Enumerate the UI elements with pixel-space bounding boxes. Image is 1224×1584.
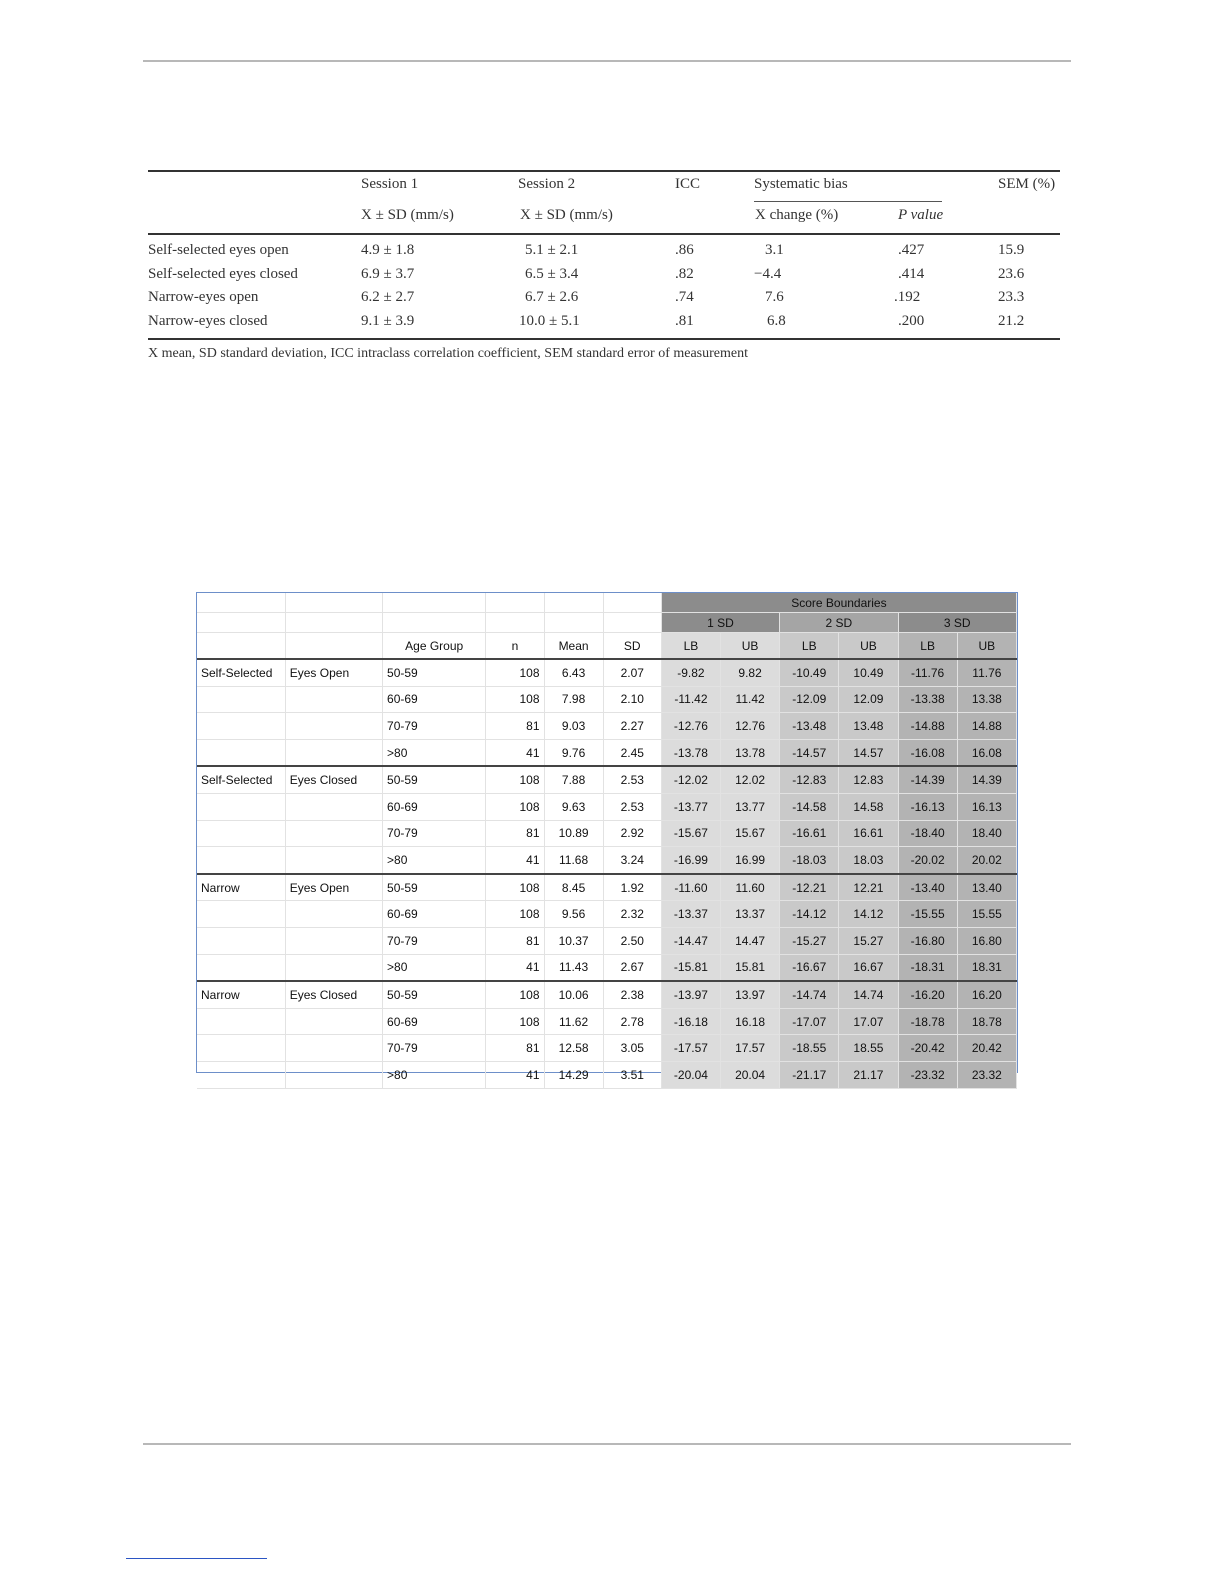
stance-cell — [197, 927, 285, 954]
score-boundaries-header: Score Boundaries — [661, 593, 1016, 613]
table-row — [197, 766, 1017, 793]
sd-cell: 2.27 — [603, 713, 661, 740]
vision-cell — [285, 820, 382, 847]
stance-cell — [197, 739, 285, 766]
ub1-cell: 9.82 — [721, 659, 780, 686]
table-row — [197, 901, 1017, 928]
ub3-cell: 15.55 — [957, 901, 1016, 928]
age-group-cell: 70-79 — [383, 713, 486, 740]
ub3-cell: 16.20 — [957, 981, 1016, 1008]
vision-cell: Eyes Open — [285, 874, 382, 901]
n-cell: 108 — [486, 659, 544, 686]
stance-cell: Self-Selected — [197, 659, 285, 686]
ub1-cell: 16.99 — [721, 847, 780, 874]
lb3-cell: -14.39 — [898, 766, 957, 793]
row-label: Self-selected eyes closed — [148, 266, 298, 282]
sd-cell: 2.38 — [603, 981, 661, 1008]
row-change: 7.6 — [765, 289, 784, 305]
row-icc: .86 — [675, 242, 694, 258]
age-group-cell: 60-69 — [383, 1008, 486, 1035]
bottom-rule — [143, 1443, 1071, 1445]
vision-cell — [285, 713, 382, 740]
mean-cell: 9.76 — [544, 739, 603, 766]
table-row — [197, 954, 1017, 981]
header-icc: ICC — [675, 176, 701, 192]
n-cell: 41 — [486, 739, 544, 766]
col-header: n — [486, 633, 544, 660]
row-s2: 6.5 ± 3.4 — [525, 266, 579, 282]
age-group-cell: >80 — [383, 1061, 486, 1088]
lb3-cell: -14.88 — [898, 713, 957, 740]
ub2-cell: 12.83 — [839, 766, 898, 793]
lb3-cell: -11.76 — [898, 659, 957, 686]
table-top-rule — [148, 170, 1060, 172]
n-cell: 108 — [486, 686, 544, 713]
vision-cell — [285, 686, 382, 713]
table-row — [197, 1008, 1017, 1035]
col-header — [285, 633, 382, 660]
sd-cell: 1.92 — [603, 874, 661, 901]
col-header: Mean — [544, 633, 603, 660]
sd-cell: 2.67 — [603, 954, 661, 981]
mean-cell: 7.88 — [544, 766, 603, 793]
row-icc: .74 — [675, 289, 694, 305]
lb2-cell: -21.17 — [780, 1061, 839, 1088]
ub3-cell: 18.40 — [957, 820, 1016, 847]
row-s1: 6.2 ± 2.7 — [361, 289, 415, 305]
stance-cell — [197, 954, 285, 981]
table-row — [197, 686, 1017, 713]
ub1-cell: 13.97 — [721, 981, 780, 1008]
ub3-cell: 16.13 — [957, 793, 1016, 820]
header-session2-sub: X ± SD (mm/s) — [520, 207, 613, 223]
stance-cell — [197, 713, 285, 740]
ub3-cell: 14.39 — [957, 766, 1016, 793]
mean-cell: 10.37 — [544, 927, 603, 954]
table-row — [197, 713, 1017, 740]
col-header: UB — [957, 633, 1016, 660]
col-header: UB — [839, 633, 898, 660]
lb2-cell: -14.12 — [780, 901, 839, 928]
ub2-cell: 14.57 — [839, 739, 898, 766]
table-row — [197, 981, 1017, 1008]
age-group-cell: 60-69 — [383, 686, 486, 713]
table-row — [197, 659, 1017, 686]
lb2-cell: -18.03 — [780, 847, 839, 874]
n-cell: 81 — [486, 927, 544, 954]
ub1-cell: 13.78 — [721, 739, 780, 766]
row-icc: .81 — [675, 313, 694, 329]
age-group-cell: 50-59 — [383, 874, 486, 901]
lb2-cell: -12.83 — [780, 766, 839, 793]
col-header: UB — [721, 633, 780, 660]
ub1-cell: 13.37 — [721, 901, 780, 928]
mean-cell: 11.68 — [544, 847, 603, 874]
stance-cell — [197, 1035, 285, 1062]
ub2-cell: 21.17 — [839, 1061, 898, 1088]
row-s1: 9.1 ± 3.9 — [361, 313, 415, 329]
lb2-cell: -18.55 — [780, 1035, 839, 1062]
lb1-cell: -15.67 — [661, 820, 720, 847]
mean-cell: 14.29 — [544, 1061, 603, 1088]
lb1-cell: -15.81 — [661, 954, 720, 981]
mean-cell: 11.43 — [544, 954, 603, 981]
col-header: Age Group — [383, 633, 486, 660]
stance-cell: Narrow — [197, 981, 285, 1008]
age-group-cell: 50-59 — [383, 659, 486, 686]
n-cell: 81 — [486, 713, 544, 740]
col-header: LB — [780, 633, 839, 660]
row-s1: 4.9 ± 1.8 — [361, 242, 415, 258]
age-group-cell: 60-69 — [383, 793, 486, 820]
vision-cell — [285, 739, 382, 766]
mean-cell: 12.58 — [544, 1035, 603, 1062]
row-sem: 23.3 — [998, 289, 1025, 305]
mean-cell: 9.56 — [544, 901, 603, 928]
ub3-cell: 13.38 — [957, 686, 1016, 713]
vision-cell — [285, 927, 382, 954]
lb3-cell: -20.42 — [898, 1035, 957, 1062]
table-bottom-rule — [148, 338, 1060, 340]
ub2-cell: 16.67 — [839, 954, 898, 981]
header-p-value: P value — [898, 207, 944, 223]
ub1-cell: 17.57 — [721, 1035, 780, 1062]
col-header: SD — [603, 633, 661, 660]
lb1-cell: -14.47 — [661, 927, 720, 954]
age-group-cell: 70-79 — [383, 820, 486, 847]
table-row — [197, 874, 1017, 901]
lb2-cell: -17.07 — [780, 1008, 839, 1035]
row-p: .414 — [898, 266, 925, 282]
header-sem: SEM (%) — [998, 176, 1056, 192]
lb1-cell: -17.57 — [661, 1035, 720, 1062]
n-cell: 81 — [486, 820, 544, 847]
header-session1-sub: X ± SD (mm/s) — [361, 207, 454, 223]
n-cell: 41 — [486, 954, 544, 981]
row-s2: 6.7 ± 2.6 — [525, 289, 579, 305]
row-s1: 6.9 ± 3.7 — [361, 266, 415, 282]
ub2-cell: 13.48 — [839, 713, 898, 740]
table-caption: X mean, SD standard deviation, ICC intraclass correlation coefficient, SEM standard error of measurement — [148, 346, 748, 361]
age-group-cell: 60-69 — [383, 901, 486, 928]
lb2-cell: -16.61 — [780, 820, 839, 847]
ub1-cell: 15.81 — [721, 954, 780, 981]
row-change: −4.4 — [754, 266, 782, 282]
age-group-cell: 50-59 — [383, 766, 486, 793]
n-cell: 108 — [486, 766, 544, 793]
sd-cell: 2.45 — [603, 739, 661, 766]
lb2-cell: -10.49 — [780, 659, 839, 686]
ub3-cell: 23.32 — [957, 1061, 1016, 1088]
lb1-cell: -9.82 — [661, 659, 720, 686]
sd-cell: 3.05 — [603, 1035, 661, 1062]
ub2-cell: 18.03 — [839, 847, 898, 874]
table-row — [197, 927, 1017, 954]
vision-cell — [285, 793, 382, 820]
n-cell: 41 — [486, 1061, 544, 1088]
row-change: 6.8 — [767, 313, 786, 329]
lb2-cell: -14.57 — [780, 739, 839, 766]
table-header-rule — [148, 233, 1060, 235]
ub1-cell: 15.67 — [721, 820, 780, 847]
lb2-cell: -12.09 — [780, 686, 839, 713]
table-row — [197, 820, 1017, 847]
n-cell: 108 — [486, 793, 544, 820]
mean-cell: 9.03 — [544, 713, 603, 740]
sd-cell: 2.78 — [603, 1008, 661, 1035]
ub3-cell: 11.76 — [957, 659, 1016, 686]
lb1-cell: -16.99 — [661, 847, 720, 874]
table-row — [197, 1061, 1017, 1088]
lb3-cell: -18.40 — [898, 820, 957, 847]
vision-cell: Eyes Closed — [285, 766, 382, 793]
row-sem: 23.6 — [998, 266, 1025, 282]
ub2-cell: 10.49 — [839, 659, 898, 686]
col-header: LB — [898, 633, 957, 660]
vision-cell — [285, 847, 382, 874]
lb1-cell: -11.60 — [661, 874, 720, 901]
table-row — [197, 739, 1017, 766]
col-header — [197, 633, 285, 660]
stance-cell — [197, 820, 285, 847]
col-header: LB — [661, 633, 720, 660]
ub1-cell: 16.18 — [721, 1008, 780, 1035]
header-bias: Systematic bias — [754, 176, 848, 192]
n-cell: 108 — [486, 874, 544, 901]
row-sem: 15.9 — [998, 242, 1025, 258]
lb1-cell: -13.78 — [661, 739, 720, 766]
n-cell: 41 — [486, 847, 544, 874]
ub2-cell: 12.09 — [839, 686, 898, 713]
vision-cell — [285, 1008, 382, 1035]
row-label: Self-selected eyes open — [148, 242, 289, 258]
n-cell: 81 — [486, 1035, 544, 1062]
ub3-cell: 16.08 — [957, 739, 1016, 766]
age-group-cell: >80 — [383, 954, 486, 981]
lb3-cell: -18.31 — [898, 954, 957, 981]
mean-cell: 7.98 — [544, 686, 603, 713]
row-icc: .82 — [675, 266, 694, 282]
ub2-cell: 14.12 — [839, 901, 898, 928]
mean-cell: 6.43 — [544, 659, 603, 686]
vision-cell — [285, 1061, 382, 1088]
lb2-cell: -16.67 — [780, 954, 839, 981]
header-bias-change: X change (%) — [755, 207, 839, 223]
sd-cell: 2.53 — [603, 766, 661, 793]
sd-cell: 3.51 — [603, 1061, 661, 1088]
lb3-cell: -15.55 — [898, 901, 957, 928]
ub3-cell: 18.78 — [957, 1008, 1016, 1035]
stance-cell — [197, 1008, 285, 1035]
lb3-cell: -16.20 — [898, 981, 957, 1008]
lb1-cell: -20.04 — [661, 1061, 720, 1088]
sd-cell: 2.53 — [603, 793, 661, 820]
mean-cell: 8.45 — [544, 874, 603, 901]
lb3-cell: -13.40 — [898, 874, 957, 901]
mean-cell: 10.06 — [544, 981, 603, 1008]
age-group-cell: 70-79 — [383, 927, 486, 954]
age-group-cell: 50-59 — [383, 981, 486, 1008]
lb2-cell: -15.27 — [780, 927, 839, 954]
sd-cell: 3.24 — [603, 847, 661, 874]
lb2-cell: -14.58 — [780, 793, 839, 820]
sd-header: 2 SD — [780, 613, 898, 633]
lb3-cell: -16.08 — [898, 739, 957, 766]
header-session2: Session 2 — [518, 176, 576, 192]
header-session1: Session 1 — [361, 176, 419, 192]
n-cell: 108 — [486, 901, 544, 928]
row-p: .200 — [898, 313, 925, 329]
row-p: .427 — [898, 242, 925, 258]
stance-cell — [197, 847, 285, 874]
sd-cell: 2.92 — [603, 820, 661, 847]
age-group-cell: >80 — [383, 739, 486, 766]
footnote-separator — [126, 1558, 267, 1559]
ub3-cell: 18.31 — [957, 954, 1016, 981]
stance-cell — [197, 686, 285, 713]
ub2-cell: 17.07 — [839, 1008, 898, 1035]
lb3-cell: -16.13 — [898, 793, 957, 820]
row-sem: 21.2 — [998, 313, 1025, 329]
ub2-cell: 12.21 — [839, 874, 898, 901]
ub1-cell: 11.60 — [721, 874, 780, 901]
lb1-cell: -16.18 — [661, 1008, 720, 1035]
ub1-cell: 12.76 — [721, 713, 780, 740]
lb3-cell: -16.80 — [898, 927, 957, 954]
lb1-cell: -12.02 — [661, 766, 720, 793]
lb3-cell: -20.02 — [898, 847, 957, 874]
lb1-cell: -11.42 — [661, 686, 720, 713]
sd-cell: 2.10 — [603, 686, 661, 713]
row-p: .192 — [894, 289, 921, 305]
mean-cell: 10.89 — [544, 820, 603, 847]
ub2-cell: 18.55 — [839, 1035, 898, 1062]
lb3-cell: -13.38 — [898, 686, 957, 713]
row-label: Narrow-eyes closed — [148, 313, 268, 329]
stance-cell: Self-Selected — [197, 766, 285, 793]
lb1-cell: -13.97 — [661, 981, 720, 1008]
n-cell: 108 — [486, 1008, 544, 1035]
stance-cell: Narrow — [197, 874, 285, 901]
sd-cell: 2.07 — [603, 659, 661, 686]
ub2-cell: 14.58 — [839, 793, 898, 820]
ub3-cell: 14.88 — [957, 713, 1016, 740]
ub3-cell: 16.80 — [957, 927, 1016, 954]
table-row — [197, 847, 1017, 874]
age-group-cell: 70-79 — [383, 1035, 486, 1062]
ub3-cell: 20.42 — [957, 1035, 1016, 1062]
score-boundaries-table — [196, 592, 1018, 1082]
sd-header: 3 SD — [898, 613, 1016, 633]
ub1-cell: 12.02 — [721, 766, 780, 793]
mean-cell: 9.63 — [544, 793, 603, 820]
top-rule — [143, 60, 1071, 62]
ub2-cell: 16.61 — [839, 820, 898, 847]
sd-header: 1 SD — [661, 613, 779, 633]
sd-cell: 2.32 — [603, 901, 661, 928]
stance-cell — [197, 793, 285, 820]
sd-cell: 2.50 — [603, 927, 661, 954]
row-s2: 10.0 ± 5.1 — [519, 313, 580, 329]
ub1-cell: 11.42 — [721, 686, 780, 713]
n-cell: 108 — [486, 981, 544, 1008]
lb1-cell: -13.77 — [661, 793, 720, 820]
vision-cell: Eyes Closed — [285, 981, 382, 1008]
ub2-cell: 15.27 — [839, 927, 898, 954]
vision-cell — [285, 1035, 382, 1062]
lb3-cell: -23.32 — [898, 1061, 957, 1088]
ub1-cell: 14.47 — [721, 927, 780, 954]
table-row — [197, 793, 1017, 820]
vision-cell — [285, 954, 382, 981]
age-group-cell: >80 — [383, 847, 486, 874]
ub1-cell: 13.77 — [721, 793, 780, 820]
vision-cell: Eyes Open — [285, 659, 382, 686]
mean-cell: 11.62 — [544, 1008, 603, 1035]
ub1-cell: 20.04 — [721, 1061, 780, 1088]
row-label: Narrow-eyes open — [148, 289, 259, 305]
row-s2: 5.1 ± 2.1 — [525, 242, 579, 258]
lb3-cell: -18.78 — [898, 1008, 957, 1035]
lb2-cell: -14.74 — [780, 981, 839, 1008]
stance-cell — [197, 1061, 285, 1088]
lb2-cell: -13.48 — [780, 713, 839, 740]
table-row — [197, 1035, 1017, 1062]
ub3-cell: 20.02 — [957, 847, 1016, 874]
ub3-cell: 13.40 — [957, 874, 1016, 901]
lb1-cell: -12.76 — [661, 713, 720, 740]
row-change: 3.1 — [765, 242, 784, 258]
vision-cell — [285, 901, 382, 928]
ub2-cell: 14.74 — [839, 981, 898, 1008]
stance-cell — [197, 901, 285, 928]
bias-group-rule — [754, 201, 942, 202]
lb1-cell: -13.37 — [661, 901, 720, 928]
lb2-cell: -12.21 — [780, 874, 839, 901]
